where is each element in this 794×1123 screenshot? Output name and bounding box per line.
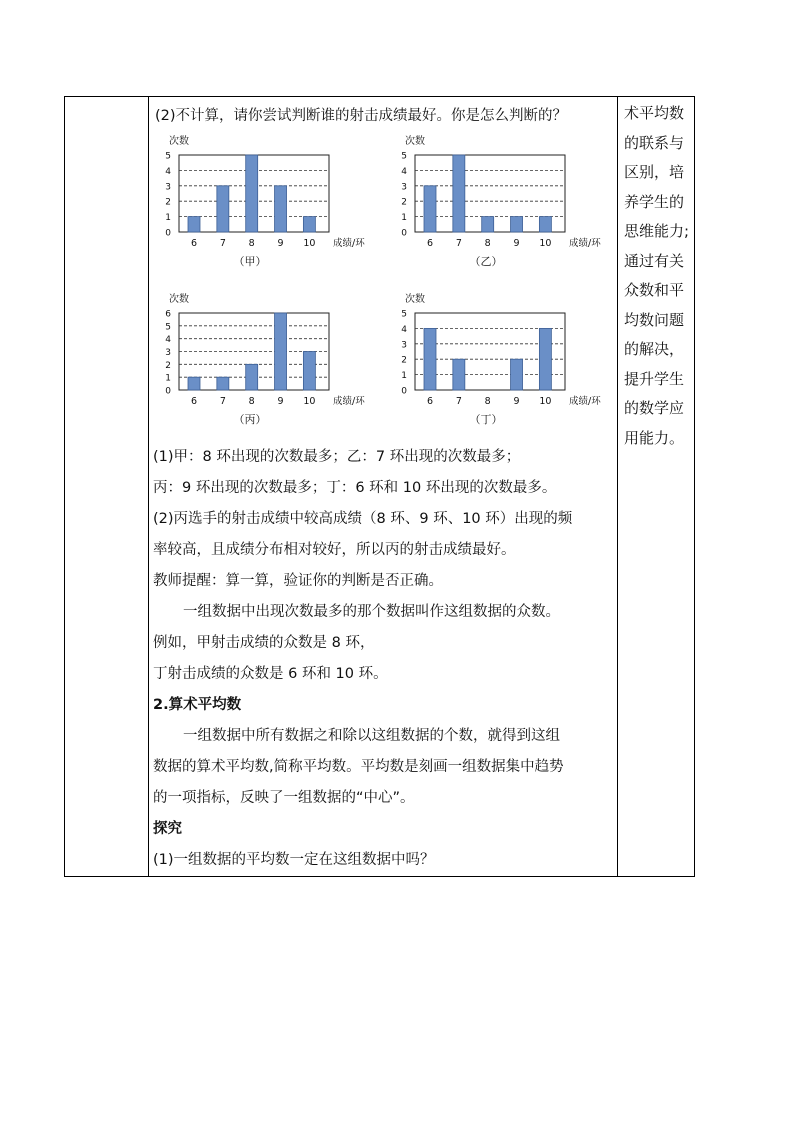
y-tick-label: 2 xyxy=(401,197,407,208)
y-tick-label: 2 xyxy=(165,360,171,371)
y-tick-label: 5 xyxy=(401,151,407,162)
question-text: (2)不计算，请你尝试判断谁的射击成绩最好。你是怎么判断的？ xyxy=(155,108,568,124)
y-tick-label: 0 xyxy=(401,228,407,239)
bar xyxy=(424,328,436,390)
text-line: 数据的算术平均数,简称平均数。平均数是刻画一组数据集中趋势 xyxy=(153,759,564,775)
y-tick-label: 0 xyxy=(165,228,171,239)
side-line: 用能力。 xyxy=(624,428,685,447)
bar xyxy=(303,217,315,232)
bar xyxy=(188,217,200,232)
chart-title: （乙） xyxy=(469,255,503,268)
y-axis-label: 次数 xyxy=(169,294,189,305)
y-tick-label: 3 xyxy=(165,182,171,193)
x-tick-label: 7 xyxy=(219,238,226,249)
bar xyxy=(511,217,523,232)
y-tick-label: 3 xyxy=(401,340,407,351)
bar xyxy=(217,186,229,232)
x-tick-label: 10 xyxy=(539,238,552,249)
text-line: 率较高，且成绩分布相对较好，所以丙的射击成绩最好。 xyxy=(153,542,516,558)
y-tick-label: 2 xyxy=(401,355,407,366)
x-tick-label: 6 xyxy=(190,238,198,249)
x-tick-label: 9 xyxy=(513,238,520,249)
text-line: 丁射击成绩的众数是 6 环和 10 环。 xyxy=(153,666,388,682)
bar xyxy=(275,313,287,390)
y-axis-label: 次数 xyxy=(169,136,189,147)
y-tick-label: 3 xyxy=(165,348,171,358)
bar xyxy=(539,328,551,390)
x-tick-label: 9 xyxy=(513,396,520,407)
chart-title: （丙） xyxy=(233,413,267,426)
y-tick-label: 1 xyxy=(401,371,407,382)
y-tick-label: 0 xyxy=(165,386,171,397)
y-tick-label: 4 xyxy=(401,166,407,177)
y-tick-label: 1 xyxy=(165,213,171,224)
x-tick-label: 7 xyxy=(455,396,462,407)
text-line: 例如，甲射击成绩的众数是 8 环， xyxy=(153,635,375,651)
bar xyxy=(453,155,465,232)
y-axis-label: 次数 xyxy=(405,136,425,147)
text-line: 一组数据中所有数据之和除以这组数据的个数，就得到这组 xyxy=(183,728,560,744)
side-line: 众数和平 xyxy=(624,281,685,299)
bar xyxy=(453,359,465,390)
text-line: 丙：9 环出现的次数最多；丁：6 环和 10 环出现的次数最多。 xyxy=(153,480,557,496)
lesson-table xyxy=(64,96,695,877)
x-tick-label: 6 xyxy=(426,396,434,407)
side-cell xyxy=(618,97,695,453)
x-tick-label: 10 xyxy=(303,396,316,407)
x-tick-label: 8 xyxy=(248,396,255,407)
chart-title: （甲） xyxy=(233,255,267,268)
text-line: (2)丙选手的射击成绩中较高成绩（8 环、9 环、10 环）出现的频 xyxy=(153,511,573,527)
side-line: 通过有关 xyxy=(624,251,685,270)
x-axis-label: 成绩/环 xyxy=(333,238,365,249)
bar xyxy=(482,217,494,232)
text-line: 的一项指标，反映了一组数据的“中心”。 xyxy=(153,790,415,806)
x-axis-label: 成绩/环 xyxy=(569,396,601,407)
x-tick-label: 8 xyxy=(248,238,255,249)
y-tick-label: 1 xyxy=(165,373,171,384)
y-tick-label: 5 xyxy=(165,151,171,162)
text-line: (1)甲：8 环出现的次数最多；乙：7 环出现的次数最多； xyxy=(153,449,521,465)
side-line: 术平均数 xyxy=(624,104,685,122)
bar-charts xyxy=(149,129,617,439)
side-line: 思维能力; xyxy=(624,222,690,240)
charts-area xyxy=(149,129,617,439)
y-tick-label: 4 xyxy=(401,324,407,335)
y-tick-label: 4 xyxy=(165,335,171,346)
x-tick-label: 6 xyxy=(190,396,198,407)
side-line: 均数问题 xyxy=(624,310,685,329)
y-tick-label: 4 xyxy=(165,166,171,177)
section-heading: 探究 xyxy=(153,821,182,837)
x-tick-label: 10 xyxy=(303,238,316,249)
y-tick-label: 3 xyxy=(401,182,407,193)
y-tick-label: 5 xyxy=(165,322,171,333)
x-axis-label: 成绩/环 xyxy=(333,396,365,407)
x-tick-label: 10 xyxy=(539,396,552,407)
bar xyxy=(217,377,229,390)
bar xyxy=(246,364,258,390)
y-tick-label: 5 xyxy=(401,309,407,320)
bar xyxy=(424,186,436,232)
x-tick-label: 8 xyxy=(484,238,491,249)
section-heading: 2.算术平均数 xyxy=(153,697,242,713)
side-line: 的解决， xyxy=(624,340,685,358)
side-line: 的数学应 xyxy=(624,399,685,417)
text-line: 教师提醒：算一算，验证你的判断是否正确。 xyxy=(153,573,443,589)
y-tick-label: 1 xyxy=(401,213,407,224)
side-line: 提升学生 xyxy=(624,369,685,388)
bar xyxy=(303,352,315,391)
bar xyxy=(188,377,200,390)
bar xyxy=(511,359,523,390)
x-tick-label: 7 xyxy=(219,396,226,407)
side-line: 区别，培 xyxy=(624,163,685,181)
side-line: 养学生的 xyxy=(624,192,685,211)
x-tick-label: 6 xyxy=(426,238,434,249)
side-text xyxy=(618,97,695,453)
x-tick-label: 9 xyxy=(277,396,284,407)
y-tick-label: 0 xyxy=(401,386,407,397)
x-tick-label: 7 xyxy=(455,238,462,249)
chart-title: （丁） xyxy=(469,413,503,426)
side-line: 的联系与 xyxy=(624,133,685,152)
x-axis-label: 成绩/环 xyxy=(569,238,601,249)
bar xyxy=(539,217,551,232)
y-axis-label: 次数 xyxy=(405,294,425,305)
text-line: 一组数据中出现次数最多的那个数据叫作这组数据的众数。 xyxy=(183,604,560,620)
bar xyxy=(275,186,287,232)
y-tick-label: 6 xyxy=(165,309,171,320)
x-tick-label: 8 xyxy=(484,396,491,407)
bar xyxy=(246,155,258,232)
y-tick-label: 2 xyxy=(165,197,171,208)
x-tick-label: 9 xyxy=(277,238,284,249)
text-line: (1)一组数据的平均数一定在这组数据中吗？ xyxy=(153,852,435,868)
text-lines xyxy=(153,442,613,876)
